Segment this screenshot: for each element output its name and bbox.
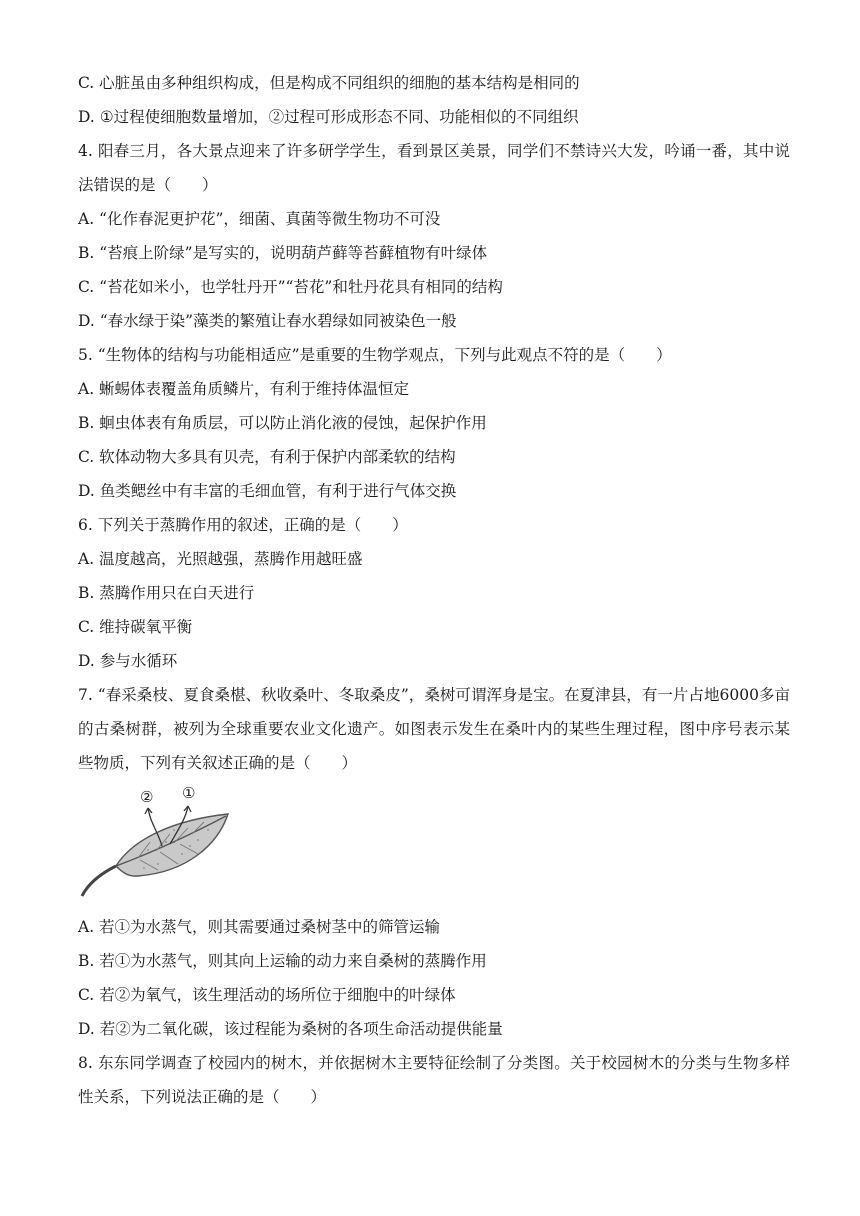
leaf-stem <box>82 866 116 896</box>
q7-option-c: C. 若②为氧气，该生理活动的场所位于细胞中的叶绿体 <box>78 986 456 1004</box>
q3-option-d: D. ①过程使细胞数量增加，②过程可形成形态不同、功能相似的不同组织 <box>78 108 579 126</box>
q7-stem: 7. “春采桑枝、夏食桑椹、秋收桑叶、冬取桑皮”，桑树可谓浑身是宝。在夏津县，有一片占地6000多亩的古桑树群，被列为全球重要农业文化遗产。如图表示发生在桑叶内的某些生理过程，图中序号表示某些物质，下列有关叙述正确的是（ ） <box>78 686 790 772</box>
q4-option-b: B. “苔痕上阶绿”是写实的，说明葫芦藓等苔藓植物有叶绿体 <box>78 244 488 262</box>
q5-option-a: A. 蜥蜴体表覆盖角质鳞片，有利于维持体温恒定 <box>78 380 410 398</box>
q7-option-d: D. 若②为二氧化碳，该过程能为桑树的各项生命活动提供能量 <box>78 1020 503 1038</box>
q5-stem: 5. “生物体的结构与功能相适应”是重要的生物学观点，下列与此观点不符的是（ ） <box>78 346 672 364</box>
leaf-figure <box>78 784 238 902</box>
q6-option-b: B. 蒸腾作用只在白天进行 <box>78 584 255 602</box>
leaf-diagram <box>78 784 238 902</box>
q5-option-b: B. 蛔虫体表有角质层，可以防止消化液的侵蚀，起保护作用 <box>78 414 487 432</box>
q3-option-c: C. 心脏虽由多种组织构成，但是构成不同组织的细胞的基本结构是相同的 <box>78 74 580 92</box>
q6-option-a: A. 温度越高，光照越强，蒸腾作用越旺盛 <box>78 550 363 568</box>
q6-option-c: C. 维持碳氧平衡 <box>78 618 193 636</box>
q5-option-d: D. 鱼类鳃丝中有丰富的毛细血管，有利于进行气体交换 <box>78 482 457 500</box>
q4-stem: 4. 阳春三月，各大景点迎来了许多研学学生，看到景区美景，同学们不禁诗兴大发，吟诵一番，其中说法错误的是（ ） <box>78 142 790 194</box>
q7-option-a: A. 若①为水蒸气，则其需要通过桑树茎中的筛管运输 <box>78 918 441 936</box>
label-2: ② <box>140 788 154 806</box>
q6-stem: 6. 下列关于蒸腾作用的叙述，正确的是（ ） <box>78 516 408 534</box>
q5-option-c: C. 软体动物大多具有贝壳，有利于保护内部柔软的结构 <box>78 448 456 466</box>
q4-option-a: A. “化作春泥更护花”，细菌、真菌等微生物功不可没 <box>78 210 441 228</box>
exam-page <box>78 66 790 1114</box>
q7-option-b: B. 若①为水蒸气，则其向上运输的动力来自桑树的蒸腾作用 <box>78 952 487 970</box>
q8-stem: 8. 东东同学调查了校园内的树木，并依据树木主要特征绘制了分类图。关于校园树木的分类与生物多样性关系，下列说法正确的是（ ） <box>78 1054 790 1106</box>
label-1: ① <box>182 784 196 802</box>
q6-option-d: D. 参与水循环 <box>78 652 178 670</box>
q4-option-d: D. “春水绿于染”藻类的繁殖让春水碧绿如同被染色一般 <box>78 312 457 330</box>
q4-option-c: C. “苔花如米小，也学牡丹开”“苔花”和牡丹花具有相同的结构 <box>78 278 503 296</box>
